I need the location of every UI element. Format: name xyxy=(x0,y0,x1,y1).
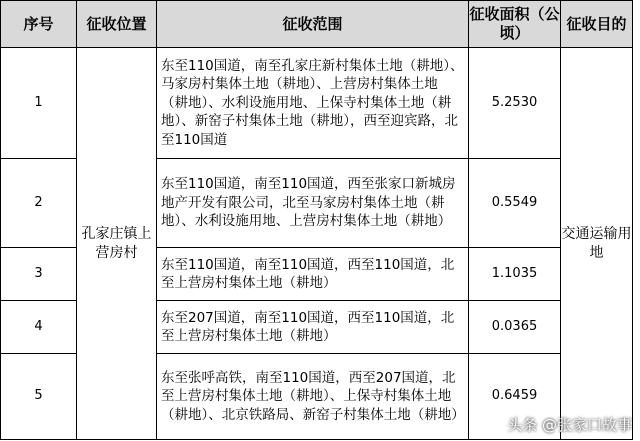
purpose-cell: 交通运输用地 xyxy=(561,48,633,440)
scope-cell: 东至张呼高铁，南至110国道，西至207国道，北至上营房村集体土地（耕地）、上保寺村集体土地（耕地）、北京铁路局、新窑子村集体土地（耕地） xyxy=(157,354,469,440)
header-purpose: 征收目的 xyxy=(561,1,633,48)
header-num: 序号 xyxy=(1,1,77,48)
scope-cell: 东至110国道，南至孔家庄新村集体土地（耕地）、马家房村集体土地（耕地）、上营房村集体土地（耕地）、水利设施用地、上保寺村集体土地（耕地）、新窑子村集体土地（耕地），西至迎宾路，北至110国道 xyxy=(157,48,469,159)
row-number: 4 xyxy=(1,301,77,354)
area-cell: 0.5549 xyxy=(469,159,561,248)
watermark-text: 头条 @张家口故事 xyxy=(507,416,632,434)
header-row xyxy=(1,1,633,48)
scope-cell: 东至110国道，南至110国道，西至张家口新城房地产开发有限公司，北至马家房村集体土地（耕地）、水利设施用地、上营房村集体土地（耕地） xyxy=(157,159,469,248)
header-area: 征收面积（公顷） xyxy=(469,1,561,48)
row-number: 1 xyxy=(1,48,77,159)
area-cell: 0.0365 xyxy=(469,301,561,354)
table-row xyxy=(1,48,633,159)
row-number: 3 xyxy=(1,248,77,301)
row-number: 5 xyxy=(1,354,77,440)
area-cell: 5.2530 xyxy=(469,48,561,159)
location-cell: 孔家庄镇上营房村 xyxy=(77,48,157,440)
scope-cell: 东至110国道，南至110国道，西至110国道，北至上营房村集体土地（耕地） xyxy=(157,248,469,301)
header-scope: 征收范围 xyxy=(157,1,469,48)
scope-cell: 东至207国道，南至110国道，西至110国道，北至上营房村集体土地（耕地） xyxy=(157,301,469,354)
row-number: 2 xyxy=(1,159,77,248)
header-location: 征收位置 xyxy=(77,1,157,48)
area-cell: 1.1035 xyxy=(469,248,561,301)
area-cell: 0.6459 xyxy=(469,354,561,440)
